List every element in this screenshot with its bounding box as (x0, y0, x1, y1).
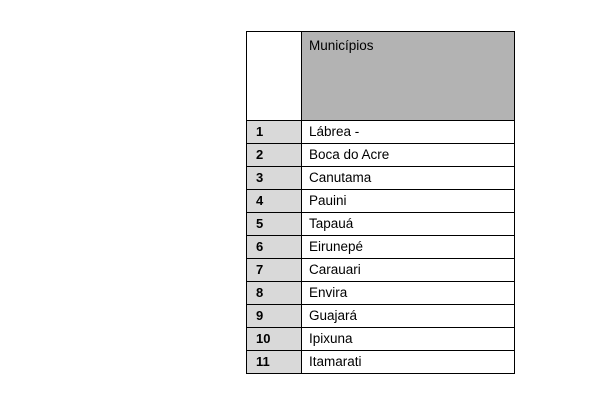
table-row (247, 236, 515, 259)
table-header-row (247, 32, 515, 121)
row-name: Guajará (309, 308, 358, 323)
row-number-cell (247, 213, 302, 236)
table-row (247, 213, 515, 236)
table-row (247, 351, 515, 374)
row-name: Carauari (309, 262, 361, 277)
row-number-cell (247, 190, 302, 213)
row-number-cell (247, 328, 302, 351)
header-cell-number (247, 32, 302, 121)
row-name: Pauini (309, 193, 347, 208)
row-name: Itamarati (309, 354, 362, 369)
row-name: Lábrea - (309, 124, 360, 139)
table-row (247, 259, 515, 282)
table-row (247, 305, 515, 328)
header-cell-municipios (302, 32, 515, 121)
row-number-cell (247, 236, 302, 259)
table-row (247, 282, 515, 305)
row-name: Tapauá (309, 216, 354, 231)
row-name-cell (302, 190, 515, 213)
row-name: Canutama (309, 170, 372, 185)
header-number-label (247, 32, 301, 34)
municipios-table-container (246, 31, 512, 374)
row-name: Eirunepé (309, 239, 364, 254)
row-number-cell (247, 282, 302, 305)
row-number-cell (247, 144, 302, 167)
table-row (247, 167, 515, 190)
row-number: 6 (256, 239, 264, 254)
table-row (247, 328, 515, 351)
row-name-cell (302, 351, 515, 374)
row-name-cell (302, 167, 515, 190)
row-number: 2 (256, 147, 264, 162)
row-name-cell (302, 144, 515, 167)
row-number: 10 (256, 331, 271, 346)
row-name: Boca do Acre (309, 147, 390, 162)
table-row (247, 190, 515, 213)
row-number-cell (247, 121, 302, 144)
row-name-cell (302, 121, 515, 144)
row-number: 4 (256, 193, 264, 208)
row-number: 9 (256, 308, 264, 323)
table-body (247, 32, 515, 374)
row-number: 7 (256, 262, 264, 277)
row-name-cell (302, 282, 515, 305)
row-number: 8 (256, 285, 264, 300)
row-name-cell (302, 259, 515, 282)
row-number: 11 (256, 354, 270, 369)
row-number-cell (247, 259, 302, 282)
row-number-cell (247, 305, 302, 328)
row-number-cell (247, 167, 302, 190)
table-row (247, 121, 515, 144)
row-name-cell (302, 236, 515, 259)
row-number: 3 (256, 170, 264, 185)
municipios-table (246, 31, 515, 374)
row-number: 5 (256, 216, 264, 231)
header-municipios-label: Municípios (309, 38, 374, 53)
row-name: Ipixuna (309, 331, 353, 346)
row-name-cell (302, 213, 515, 236)
row-name-cell (302, 305, 515, 328)
row-name: Envira (309, 285, 348, 300)
table-row (247, 144, 515, 167)
row-name-cell (302, 328, 515, 351)
row-number: 1 (256, 124, 264, 139)
row-number-cell (247, 351, 302, 374)
